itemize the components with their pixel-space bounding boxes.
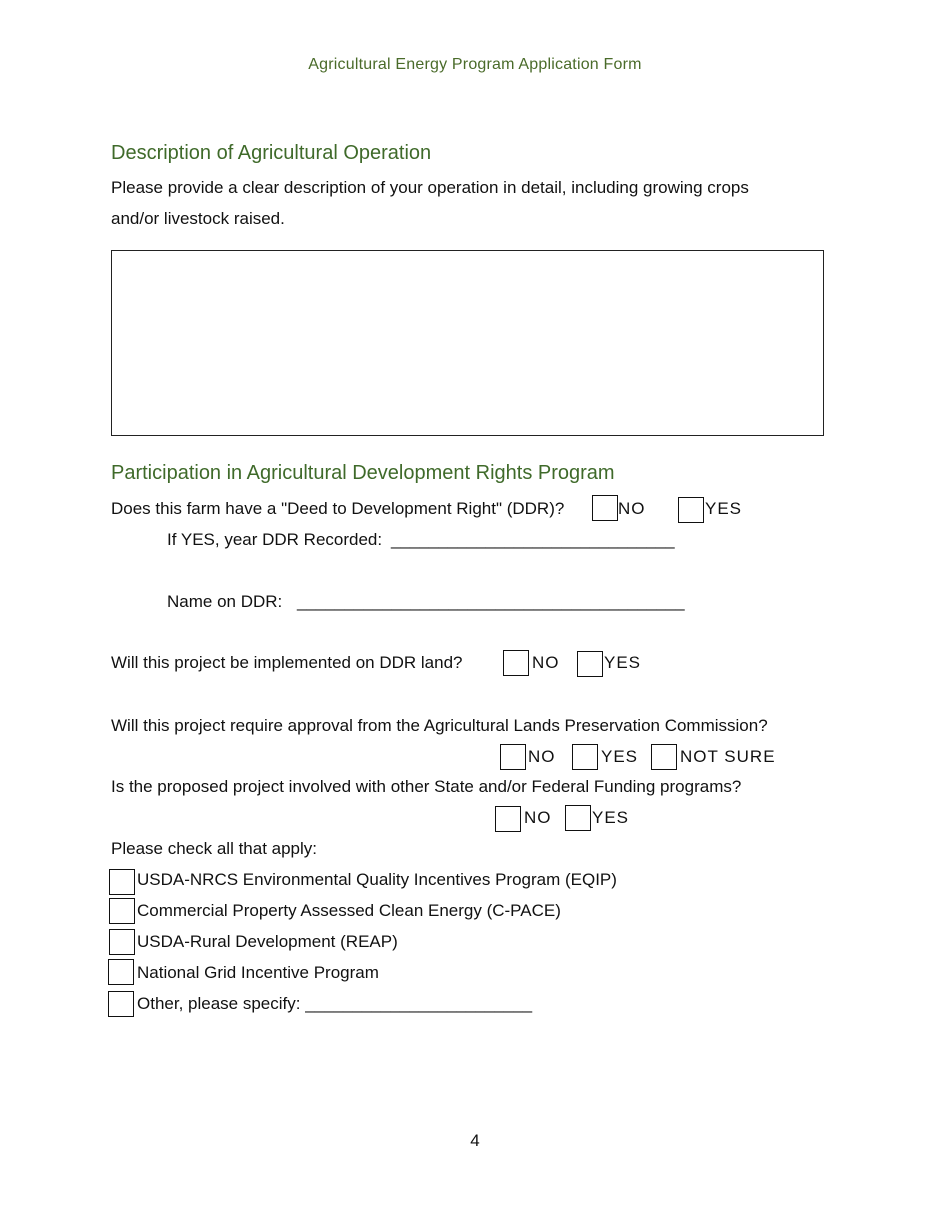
commission-no-label: NO [528, 747, 556, 766]
funding-no-checkbox[interactable] [495, 806, 521, 832]
page-number: 4 [470, 1131, 480, 1150]
name-on-ddr-label: Name on DDR: [167, 592, 283, 611]
commission-yes-label: YES [601, 747, 639, 766]
ddr-land-yes-checkbox[interactable] [577, 651, 603, 677]
ddr-land-no-checkbox[interactable] [503, 650, 529, 676]
ddr-section-title: Participation in Agricultural Development Rights Program [111, 462, 615, 484]
commission-yes-checkbox[interactable] [572, 744, 598, 770]
description-text-area[interactable] [111, 250, 824, 436]
ddr-land-yes-label: YES [604, 653, 642, 672]
commission-not-sure-checkbox[interactable] [651, 744, 677, 770]
description-section-title: Description of Agricultural Operation [111, 142, 432, 164]
ddr-question-text: Does this farm have a "Deed to Development Right" (DDR)? [111, 499, 565, 518]
funding-question-text: Is the proposed project involved with other State and/or Federal Funding programs? [111, 777, 742, 796]
program-other-checkbox[interactable] [108, 991, 134, 1017]
ddr-yes-label: YES [705, 499, 743, 518]
program-cpace-checkbox[interactable] [109, 898, 135, 924]
program-eqip-label: USDA-NRCS Environmental Quality Incentives Program (EQIP) [137, 870, 617, 889]
ddr-no-label: NO [618, 499, 646, 518]
commission-no-checkbox[interactable] [500, 744, 526, 770]
program-other-label[interactable]: Other, please specify: ________________________ [137, 994, 533, 1013]
program-eqip-checkbox[interactable] [109, 869, 135, 895]
check-all-label: Please check all that apply: [111, 839, 318, 858]
description-instructions-line2: and/or livestock raised. [111, 209, 285, 228]
program-cpace-label: Commercial Property Assessed Clean Energy (C-PACE) [137, 901, 561, 920]
page-header-title: Agricultural Energy Program Application Form [308, 56, 642, 73]
commission-not-sure-label: NOT SURE [680, 747, 776, 766]
program-national-grid-checkbox[interactable] [108, 959, 134, 985]
ddr-no-checkbox[interactable] [592, 495, 618, 521]
funding-yes-label: YES [592, 808, 630, 827]
funding-no-label: NO [524, 808, 552, 827]
year-recorded-field[interactable]: ______________________________ [391, 530, 675, 549]
funding-yes-checkbox[interactable] [565, 805, 591, 831]
program-reap-checkbox[interactable] [109, 929, 135, 955]
year-recorded-label: If YES, year DDR Recorded: [167, 530, 383, 549]
description-instructions-line1: Please provide a clear description of your operation in detail, including growing crops [111, 178, 749, 197]
name-on-ddr-field[interactable]: _________________________________________ [297, 592, 685, 611]
ddr-land-question-text: Will this project be implemented on DDR land? [111, 653, 463, 672]
ddr-land-no-label: NO [532, 653, 560, 672]
program-national-grid-label: National Grid Incentive Program [137, 963, 379, 982]
commission-approval-question-text: Will this project require approval from the Agricultural Lands Preservation Commission? [111, 716, 768, 735]
program-reap-label: USDA-Rural Development (REAP) [137, 932, 398, 951]
ddr-yes-checkbox[interactable] [678, 497, 704, 523]
